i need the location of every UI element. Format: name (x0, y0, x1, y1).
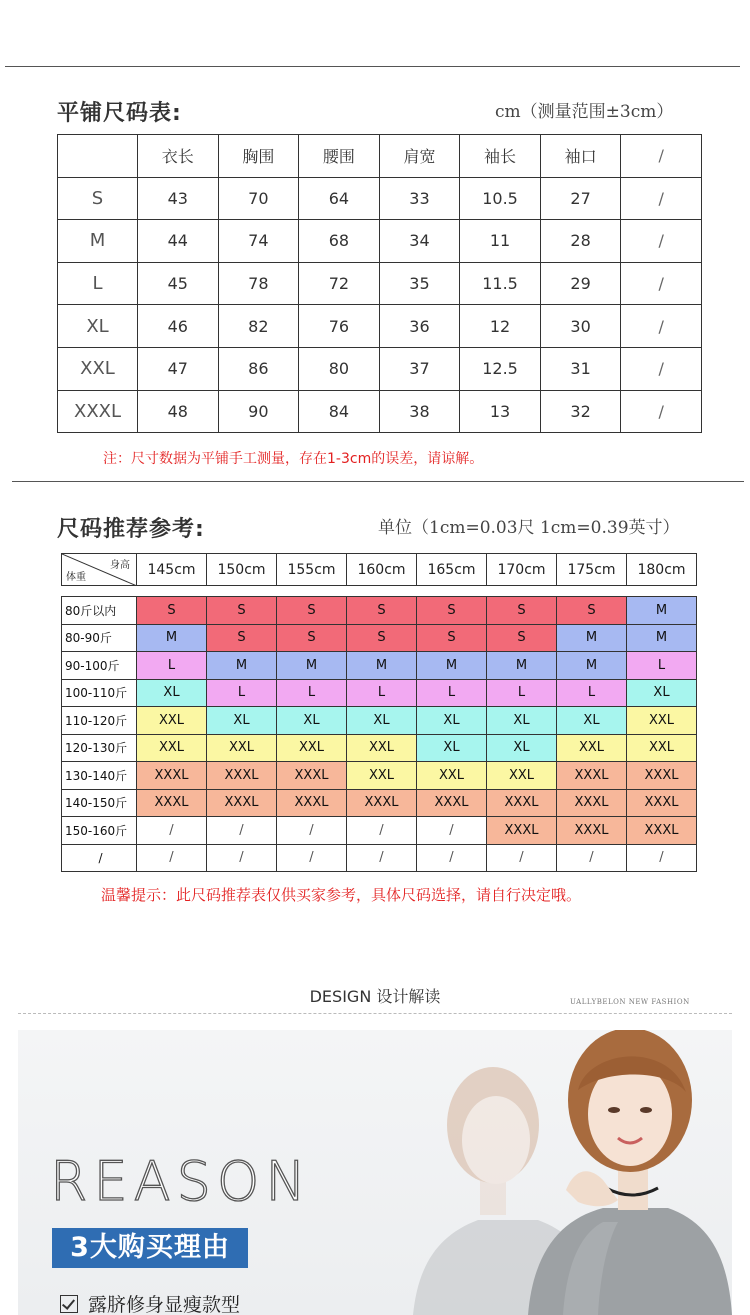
size-label-cell: XL (58, 305, 138, 348)
size-value-cell: 11 (460, 220, 541, 263)
size-chart-unit: cm（测量范围±3cm） (495, 102, 674, 122)
size-chart-header-cell: 袖口 (540, 135, 621, 178)
recommended-size-cell: XL (417, 734, 487, 762)
weight-label-cell: 140-150斤 (62, 789, 137, 817)
recommend-row (62, 817, 697, 845)
recommended-size-cell: XXXL (557, 817, 627, 845)
recommend-row (62, 734, 697, 762)
size-value-cell: 72 (299, 262, 380, 305)
recommended-size-cell: S (557, 597, 627, 625)
height-header-table (61, 553, 697, 586)
recommended-size-cell: L (347, 679, 417, 707)
size-value-cell: 70 (218, 177, 299, 220)
recommended-size-cell: / (487, 844, 557, 872)
recommended-size-cell: / (347, 817, 417, 845)
size-value-cell: 29 (540, 262, 621, 305)
corner-height-label: 身高 (110, 560, 130, 571)
recommended-size-cell: / (207, 844, 277, 872)
size-value-cell: / (621, 262, 702, 305)
recommended-size-cell: XL (417, 707, 487, 735)
size-value-cell: 44 (138, 220, 219, 263)
recommended-size-cell: S (277, 597, 347, 625)
feature-label: 露脐修身显瘦款型 (88, 1294, 241, 1315)
size-value-cell: / (621, 177, 702, 220)
size-chart-header-cell: 腰围 (299, 135, 380, 178)
size-chart-row (58, 220, 702, 263)
recommend-unit: 单位（1cm=0.03尺 1cm=0.39英寸） (378, 518, 680, 538)
brand-tagline: UALLYBELON NEW FASHION (570, 998, 690, 1006)
recommend-row (62, 707, 697, 735)
size-value-cell: 45 (138, 262, 219, 305)
size-chart-row (58, 347, 702, 390)
size-value-cell: 12.5 (460, 347, 541, 390)
recommended-size-cell: / (557, 844, 627, 872)
corner-weight-label: 体重 (66, 572, 86, 583)
size-value-cell: 46 (138, 305, 219, 348)
size-value-cell: 43 (138, 177, 219, 220)
size-chart-header-cell: 袖长 (460, 135, 541, 178)
weight-label-cell: 80斤以内 (62, 597, 137, 625)
size-chart-table (57, 134, 702, 433)
recommended-size-cell: L (277, 679, 347, 707)
recommended-size-cell: XXL (347, 762, 417, 790)
recommended-size-cell: L (417, 679, 487, 707)
recommended-size-cell: XL (627, 679, 697, 707)
size-value-cell: 13 (460, 390, 541, 433)
size-value-cell: 84 (299, 390, 380, 433)
recommended-size-cell: XXXL (137, 762, 207, 790)
weight-label-cell: 100-110斤 (62, 679, 137, 707)
recommended-size-cell: L (627, 652, 697, 680)
recommended-size-cell: M (627, 624, 697, 652)
recommended-size-cell: M (557, 624, 627, 652)
size-value-cell: 30 (540, 305, 621, 348)
recommended-size-cell: XXL (557, 734, 627, 762)
weight-label-cell: 90-100斤 (62, 652, 137, 680)
recommended-size-cell: XXXL (627, 789, 697, 817)
size-value-cell: 82 (218, 305, 299, 348)
recommended-size-cell: XL (487, 707, 557, 735)
size-value-cell: 78 (218, 262, 299, 305)
recommended-size-cell: S (417, 597, 487, 625)
recommend-note: 温馨提示：此尺码推荐表仅供买家参考，具体尺码选择，请自行决定哦。 (101, 886, 582, 904)
recommend-row (62, 844, 697, 872)
size-chart-note: 注：尺寸数据为平铺手工测量，存在1-3cm的误差，请谅解。 (103, 451, 484, 467)
weight-label-cell: 120-130斤 (62, 734, 137, 762)
recommended-size-cell: S (347, 597, 417, 625)
size-value-cell: 68 (299, 220, 380, 263)
size-value-cell: 76 (299, 305, 380, 348)
recommended-size-cell: S (487, 624, 557, 652)
recommended-size-cell: XXXL (487, 789, 557, 817)
size-value-cell: 27 (540, 177, 621, 220)
recommended-size-cell: XXXL (137, 789, 207, 817)
recommended-size-cell: M (417, 652, 487, 680)
recommended-size-cell: XXXL (277, 789, 347, 817)
recommended-size-cell: M (207, 652, 277, 680)
size-value-cell: 35 (379, 262, 460, 305)
size-value-cell: / (621, 347, 702, 390)
recommended-size-cell: XXXL (207, 762, 277, 790)
recommend-title: 尺码推荐参考: (57, 517, 205, 542)
reason-heading: REASON (50, 1150, 312, 1213)
size-value-cell: 37 (379, 347, 460, 390)
weight-label-cell: 130-140斤 (62, 762, 137, 790)
size-value-cell: 90 (218, 390, 299, 433)
recommend-row (62, 597, 697, 625)
size-value-cell: 34 (379, 220, 460, 263)
recommended-size-cell: M (557, 652, 627, 680)
recommended-size-cell: XL (137, 679, 207, 707)
recommended-size-cell: XXXL (557, 762, 627, 790)
purchase-reasons-badge: 3大购买理由 (52, 1228, 248, 1268)
height-header-cell: 165cm (417, 554, 487, 586)
height-header-cell: 175cm (557, 554, 627, 586)
size-value-cell: 31 (540, 347, 621, 390)
recommended-size-cell: M (277, 652, 347, 680)
size-value-cell: 28 (540, 220, 621, 263)
recommended-size-cell: XXXL (487, 817, 557, 845)
size-chart-title: 平铺尺码表: (57, 101, 182, 126)
recommended-size-cell: / (347, 844, 417, 872)
recommended-size-cell: / (137, 817, 207, 845)
recommend-row (62, 762, 697, 790)
recommended-size-cell: XXL (137, 734, 207, 762)
height-header-cell: 180cm (627, 554, 697, 586)
weight-label-cell: 150-160斤 (62, 817, 137, 845)
feature-item (60, 1290, 240, 1315)
recommended-size-cell: / (277, 817, 347, 845)
recommended-size-cell: XXL (627, 734, 697, 762)
recommended-size-cell: XXXL (557, 789, 627, 817)
recommended-size-cell: XXXL (347, 789, 417, 817)
weight-label-cell: 110-120斤 (62, 707, 137, 735)
recommended-size-cell: XL (347, 707, 417, 735)
recommended-size-cell: / (277, 844, 347, 872)
recommended-size-cell: M (627, 597, 697, 625)
size-chart-row (58, 262, 702, 305)
recommended-size-cell: M (137, 624, 207, 652)
size-value-cell: 32 (540, 390, 621, 433)
recommended-size-cell: S (137, 597, 207, 625)
recommended-size-cell: / (207, 817, 277, 845)
recommended-size-cell: XXXL (627, 762, 697, 790)
recommended-size-cell: XL (487, 734, 557, 762)
recommended-size-cell: XXL (627, 707, 697, 735)
recommended-size-cell: M (347, 652, 417, 680)
recommend-row (62, 679, 697, 707)
recommended-size-cell: L (557, 679, 627, 707)
size-value-cell: / (621, 390, 702, 433)
size-chart-row (58, 390, 702, 433)
recommended-size-cell: S (487, 597, 557, 625)
size-label-cell: S (58, 177, 138, 220)
recommended-size-cell: S (347, 624, 417, 652)
recommend-row (62, 789, 697, 817)
top-divider (5, 66, 740, 67)
dashed-divider (18, 1013, 732, 1014)
height-header-cell: 145cm (137, 554, 207, 586)
size-chart-header-cell: 衣长 (138, 135, 219, 178)
size-value-cell: 12 (460, 305, 541, 348)
recommended-size-cell: / (137, 844, 207, 872)
recommended-size-cell: / (417, 817, 487, 845)
recommended-size-cell: S (207, 624, 277, 652)
size-value-cell: 48 (138, 390, 219, 433)
recommended-size-cell: XXXL (207, 789, 277, 817)
recommended-size-cell: L (207, 679, 277, 707)
recommended-size-cell: L (137, 652, 207, 680)
recommended-size-cell: XL (277, 707, 347, 735)
recommended-size-cell: XXXL (277, 762, 347, 790)
size-value-cell: 36 (379, 305, 460, 348)
size-value-cell: 11.5 (460, 262, 541, 305)
size-value-cell: / (621, 220, 702, 263)
recommended-size-cell: XXXL (417, 789, 487, 817)
size-chart-row (58, 177, 702, 220)
size-value-cell: 74 (218, 220, 299, 263)
size-chart-header-cell: 胸围 (218, 135, 299, 178)
recommended-size-cell: XXL (277, 734, 347, 762)
weight-label-cell: / (62, 844, 137, 872)
checkbox-icon (60, 1295, 78, 1313)
size-chart-row (58, 305, 702, 348)
recommend-row (62, 652, 697, 680)
size-value-cell: 80 (299, 347, 380, 390)
recommended-size-cell: / (627, 844, 697, 872)
recommend-row (62, 624, 697, 652)
size-value-cell: 33 (379, 177, 460, 220)
recommended-size-cell: XXL (137, 707, 207, 735)
recommended-size-cell: XL (207, 707, 277, 735)
recommend-table (61, 596, 697, 872)
size-label-cell: XXL (58, 347, 138, 390)
size-value-cell: 86 (218, 347, 299, 390)
recommended-size-cell: S (277, 624, 347, 652)
recommended-size-cell: XXXL (627, 817, 697, 845)
recommended-size-cell: / (417, 844, 487, 872)
height-header-cell: 170cm (487, 554, 557, 586)
recommended-size-cell: XXL (347, 734, 417, 762)
design-heading: DESIGN 设计解读 (309, 987, 441, 1006)
corner-cell (62, 554, 137, 586)
size-label-cell: L (58, 262, 138, 305)
height-header-cell: 150cm (207, 554, 277, 586)
middle-divider (12, 481, 744, 482)
height-header-cell: 160cm (347, 554, 417, 586)
size-value-cell: / (621, 305, 702, 348)
size-value-cell: 38 (379, 390, 460, 433)
size-chart-header-cell (58, 135, 138, 178)
recommended-size-cell: L (487, 679, 557, 707)
size-chart-header-cell: 肩宽 (379, 135, 460, 178)
recommended-size-cell: S (207, 597, 277, 625)
recommended-size-cell: XXL (207, 734, 277, 762)
size-label-cell: M (58, 220, 138, 263)
recommended-size-cell: XXL (417, 762, 487, 790)
recommended-size-cell: XXL (487, 762, 557, 790)
size-label-cell: XXXL (58, 390, 138, 433)
size-chart-header-cell: / (621, 135, 702, 178)
recommended-size-cell: XL (557, 707, 627, 735)
height-header-cell: 155cm (277, 554, 347, 586)
recommended-size-cell: S (417, 624, 487, 652)
size-value-cell: 64 (299, 177, 380, 220)
size-value-cell: 10.5 (460, 177, 541, 220)
size-value-cell: 47 (138, 347, 219, 390)
weight-label-cell: 80-90斤 (62, 624, 137, 652)
recommended-size-cell: M (487, 652, 557, 680)
